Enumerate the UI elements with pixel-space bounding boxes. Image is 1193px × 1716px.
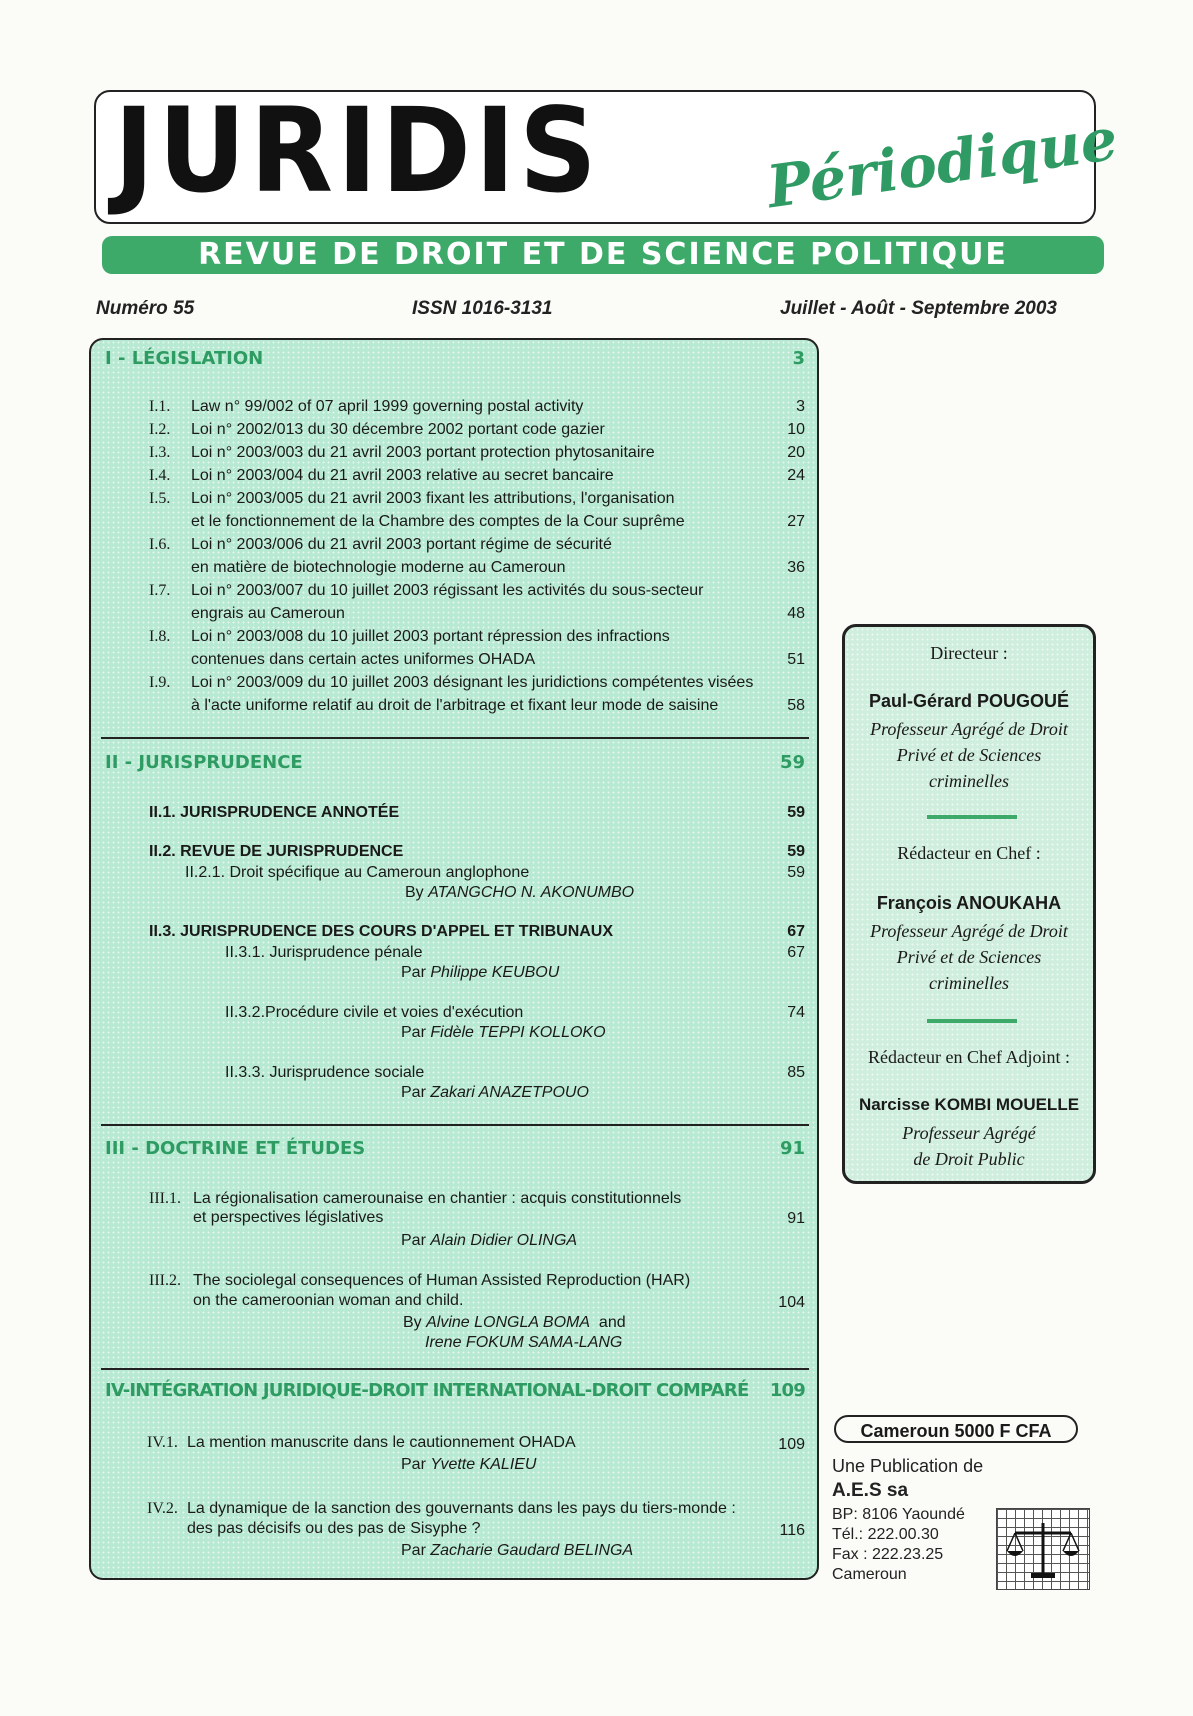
entry-number: I.8. bbox=[149, 628, 171, 645]
entry-title: Loi n° 2003/004 du 21 avril 2003 relative au secret bancaire bbox=[191, 467, 614, 484]
divider-bar bbox=[927, 815, 1017, 819]
chief-editor-title-line-2: Privé et de Sciences bbox=[896, 947, 1042, 967]
deputy-editor-title-line-2: de Droit Public bbox=[913, 1149, 1025, 1169]
entry-page: 85 bbox=[787, 1064, 805, 1081]
entry-title: La mention manuscrite dans le cautionnement OHADA bbox=[187, 1434, 576, 1451]
scales-icon bbox=[997, 1509, 1089, 1589]
entry-number: IV.1. bbox=[147, 1434, 178, 1451]
entry-page: 51 bbox=[787, 651, 805, 668]
issue-issn: ISSN 1016-3131 bbox=[412, 298, 553, 319]
table-of-contents bbox=[89, 338, 819, 1580]
entry-author: Par Philippe KEUBOU bbox=[401, 964, 560, 981]
entry-title: II.3.2.Procédure civile et voies d'exécution bbox=[225, 1004, 524, 1021]
director-role: Directeur : bbox=[930, 643, 1008, 663]
section-heading-doctrine[interactable] bbox=[105, 1138, 805, 1159]
chief-editor-title-line-3: criminelles bbox=[929, 973, 1009, 993]
entry-title-line-2: et perspectives législatives bbox=[193, 1209, 384, 1226]
journal-subtitle: Périodique bbox=[762, 104, 1122, 222]
entry-number: I.1. bbox=[149, 398, 171, 415]
chief-editor-role: Rédacteur en Chef : bbox=[897, 843, 1041, 863]
entry-page: 36 bbox=[787, 559, 805, 576]
entry-number: I.3. bbox=[149, 444, 171, 461]
entry-page: 74 bbox=[787, 1004, 805, 1021]
entry-title: Law n° 99/002 of 07 april 1999 governing postal activity bbox=[191, 398, 584, 415]
entry-title-line-2: contenues dans certain actes uniformes OHADA bbox=[191, 651, 536, 668]
entry-title-line-1: Loi n° 2003/006 du 21 avril 2003 portant régime de sécurité bbox=[191, 536, 612, 553]
deputy-editor-role: Rédacteur en Chef Adjoint : bbox=[868, 1047, 1070, 1067]
entry-author: Par Yvette KALIEU bbox=[401, 1456, 537, 1473]
entry-page: 59 bbox=[787, 864, 805, 881]
entry-number: I.5. bbox=[149, 490, 171, 507]
section-title: IV-INTÉGRATION JURIDIQUE-DROIT INTERNATIONAL-DROIT COMPARÉ bbox=[105, 1380, 749, 1401]
entry-title: II.1. JURISPRUDENCE ANNOTÉE bbox=[149, 804, 400, 821]
entry-title-line-1: Loi n° 2003/005 du 21 avril 2003 fixant les attributions, l'organisation bbox=[191, 490, 675, 507]
publisher-fax: Fax : 222.23.25 bbox=[832, 1546, 944, 1563]
section-title: I - LÉGISLATION bbox=[105, 348, 264, 369]
entry-page: 3 bbox=[796, 398, 805, 415]
revue-banner: REVUE DE DROIT ET DE SCIENCE POLITIQUE bbox=[102, 236, 1104, 274]
price-badge: Cameroun 5000 F CFA bbox=[834, 1415, 1078, 1443]
section-page: 91 bbox=[779, 1138, 805, 1159]
entry-number: I.7. bbox=[149, 582, 171, 599]
entry-number: III.2. bbox=[149, 1272, 181, 1289]
entry-page: 20 bbox=[787, 444, 805, 461]
entry-title-line-1: La dynamique de la sanction des gouvernants dans les pays du tiers-monde : bbox=[187, 1500, 736, 1517]
entry-number: I.2. bbox=[149, 421, 171, 438]
entry-page: 67 bbox=[787, 944, 805, 961]
section-page: 3 bbox=[792, 348, 805, 369]
entry-title-line-1: Loi n° 2003/009 du 10 juillet 2003 désignant les juridictions compétentes visées bbox=[191, 674, 754, 691]
entry-author-2: Irene FOKUM SAMA-LANG bbox=[425, 1334, 623, 1351]
entry-title-line-2: en matière de biotechnologie moderne au Cameroun bbox=[191, 559, 566, 576]
entry-author: By ATANGCHO N. AKONUMBO bbox=[405, 884, 635, 901]
entry-title-line-1: Loi n° 2003/007 du 10 juillet 2003 régissant les activités du sous-secteur bbox=[191, 582, 704, 599]
section-divider bbox=[101, 737, 809, 739]
entry-title: Loi n° 2002/013 du 30 décembre 2002 portant code gazier bbox=[191, 421, 605, 438]
section-page: 59 bbox=[779, 752, 805, 773]
divider-bar bbox=[927, 1019, 1017, 1023]
entry-page: 24 bbox=[787, 467, 805, 484]
entry-title: II.3.1. Jurisprudence pénale bbox=[225, 944, 423, 961]
publication-of: Une Publication de bbox=[832, 1456, 984, 1476]
section-title: III - DOCTRINE ET ÉTUDES bbox=[105, 1138, 366, 1159]
entry-author: Par Fidèle TEPPI KOLLOKO bbox=[401, 1024, 606, 1041]
entry-author: Par Zakari ANAZETPOUO bbox=[401, 1084, 589, 1101]
section-divider bbox=[101, 1124, 809, 1126]
entry-page: 109 bbox=[778, 1436, 805, 1453]
entry-number: I.4. bbox=[149, 467, 171, 484]
chief-editor-title-line-1: Professeur Agrégé de Droit bbox=[870, 921, 1068, 941]
entry-page: 58 bbox=[787, 697, 805, 714]
entry-number: IV.2. bbox=[147, 1500, 178, 1517]
entry-title: II.3. JURISPRUDENCE DES COURS D'APPEL ET TRIBUNAUX bbox=[149, 923, 614, 940]
entry-number: I.9. bbox=[149, 674, 171, 691]
entry-title-line-1: Loi n° 2003/008 du 10 juillet 2003 portant répression des infractions bbox=[191, 628, 670, 645]
director-title-line-1: Professeur Agrégé de Droit bbox=[870, 719, 1068, 739]
entry-author: Par Alain Didier OLINGA bbox=[401, 1232, 578, 1249]
section-heading-jurisprudence[interactable] bbox=[105, 752, 805, 773]
publisher-country: Cameroun bbox=[832, 1566, 907, 1583]
entry-title: II.2.1. Droit spécifique au Cameroun anglophone bbox=[185, 864, 530, 881]
entry-page: 10 bbox=[787, 421, 805, 438]
entry-title: Loi n° 2003/003 du 21 avril 2003 portant protection phytosanitaire bbox=[191, 444, 655, 461]
section-heading-legislation[interactable] bbox=[105, 348, 805, 369]
entry-page: 48 bbox=[787, 605, 805, 622]
entry-page: 59 bbox=[787, 804, 805, 821]
issue-date: Juillet - Août - Septembre 2003 bbox=[780, 298, 1057, 319]
editorial-board bbox=[842, 624, 1096, 1184]
entry-title-line-1: The sociolegal consequences of Human Assisted Reproduction (HAR) bbox=[193, 1272, 691, 1289]
entry-title-line-2: on the cameroonian woman and child. bbox=[193, 1292, 464, 1309]
entry-page: 91 bbox=[787, 1210, 805, 1227]
director-title-line-2: Privé et de Sciences bbox=[896, 745, 1042, 765]
deputy-editor-name: Narcisse KOMBI MOUELLE bbox=[858, 1095, 1080, 1114]
entry-page: 59 bbox=[787, 843, 805, 860]
entry-page: 104 bbox=[778, 1294, 805, 1311]
issue-number: Numéro 55 bbox=[96, 298, 195, 319]
scales-of-justice-logo-icon bbox=[996, 1508, 1090, 1590]
publisher-bp: BP: 8106 Yaoundé bbox=[832, 1506, 965, 1523]
entry-title-line-2: engrais au Cameroun bbox=[191, 605, 345, 622]
section-page: 109 bbox=[769, 1380, 805, 1401]
publisher-name: A.E.S sa bbox=[832, 1480, 909, 1501]
entry-title-line-2: des pas décisifs ou des pas de Sisyphe ? bbox=[187, 1520, 481, 1537]
entry-page: 27 bbox=[787, 513, 805, 530]
chief-editor-name: François ANOUKAHA bbox=[876, 893, 1062, 913]
entry-page: 116 bbox=[779, 1522, 805, 1539]
section-heading-integration[interactable] bbox=[105, 1380, 805, 1401]
masthead bbox=[94, 84, 1122, 224]
entry-title-line-2: à l'acte uniforme relatif au droit de l'arbitrage et fixant leur mode de saisine bbox=[191, 697, 719, 714]
entry-title-line-2: et le fonctionnement de la Chambre des comptes de la Cour suprême bbox=[191, 513, 685, 530]
entry-number: I.6. bbox=[149, 536, 171, 553]
entry-title-line-1: La régionalisation camerounaise en chantier : acquis constitutionnels bbox=[193, 1190, 682, 1207]
director-name: Paul-Gérard POUGOUÉ bbox=[868, 691, 1070, 711]
section-divider bbox=[101, 1368, 809, 1370]
entry-title: II.2. REVUE DE JURISPRUDENCE bbox=[149, 843, 404, 860]
entry-author: Par Zacharie Gaudard BELINGA bbox=[401, 1542, 634, 1559]
entry-number: III.1. bbox=[149, 1190, 181, 1207]
director-title-line-3: criminelles bbox=[929, 771, 1009, 791]
section-title: II - JURISPRUDENCE bbox=[105, 752, 303, 773]
entry-author: By Alvine LONGLA BOMA and bbox=[403, 1314, 626, 1331]
journal-title: JURIDIS bbox=[114, 84, 601, 220]
deputy-editor-title-line-1: Professeur Agrégé bbox=[902, 1123, 1036, 1143]
entry-page: 67 bbox=[787, 923, 805, 940]
entry-title: II.3.3. Jurisprudence sociale bbox=[225, 1064, 425, 1081]
publisher-tel: Tél.: 222.00.30 bbox=[832, 1526, 939, 1543]
